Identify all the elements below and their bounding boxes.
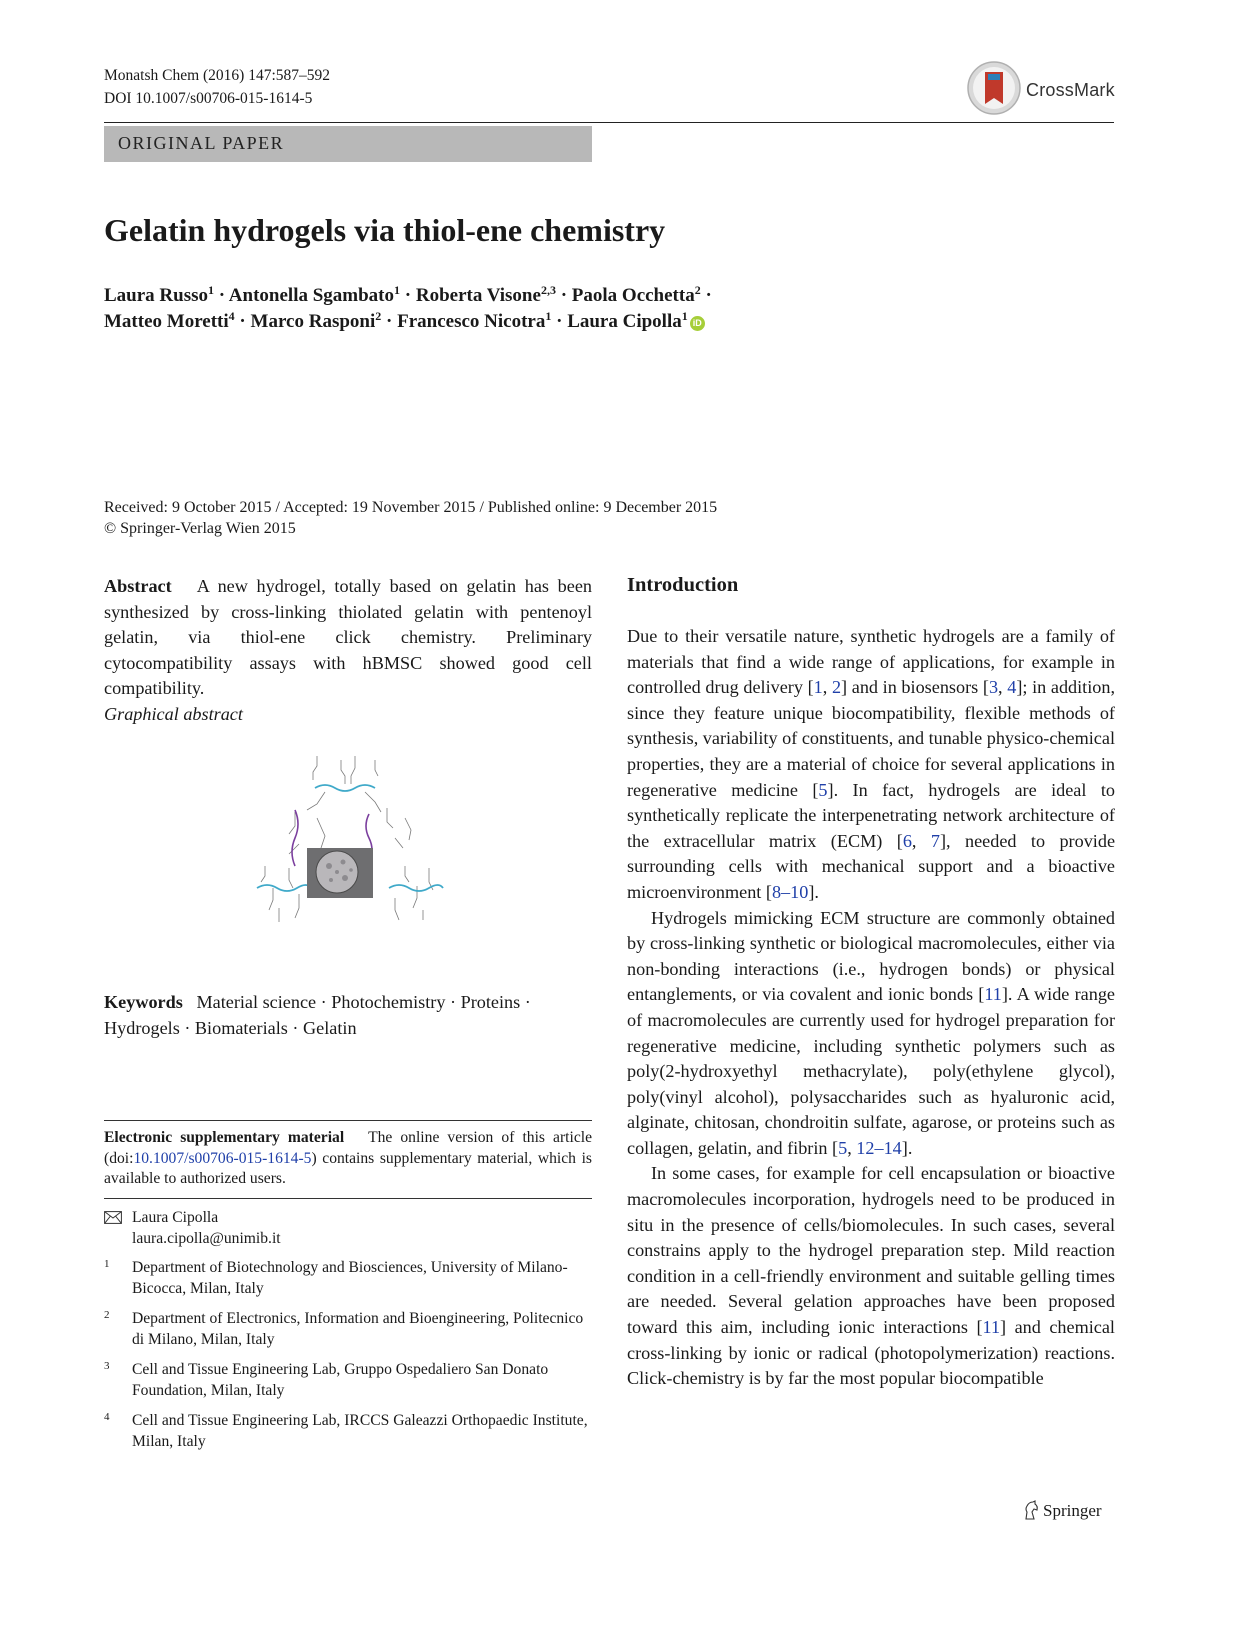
article-dates: [104, 497, 717, 539]
orcid-icon[interactable]: iD: [690, 316, 705, 331]
keywords-label: Keywords: [104, 992, 183, 1012]
footnote-rule: [104, 1198, 592, 1199]
affiliation-text: Cell and Tissue Engineering Lab, IRCCS Galeazzi Orthopaedic Institute, Milan, Italy: [132, 1412, 588, 1450]
citation-link[interactable]: 5: [818, 779, 828, 800]
graphical-abstract-label: Graphical abstract: [104, 703, 243, 724]
author-name: Roberta Visone: [415, 285, 541, 306]
author-name: Laura Russo: [104, 285, 208, 306]
publisher-footer: [1022, 1500, 1102, 1521]
author-separator: ·: [551, 311, 568, 332]
author-list: [104, 283, 712, 335]
publisher-name: Springer: [1043, 1501, 1102, 1520]
esm-text-b: ) contains supplementary material, which is available to authorized users.: [104, 1149, 592, 1187]
correspondent-email[interactable]: laura.cipolla@unimib.it: [132, 1229, 281, 1247]
abstract: [104, 574, 592, 728]
author-name: Matteo Moretti: [104, 311, 229, 332]
history-dates: Received: 9 October 2015 / Accepted: 19 November 2015 / Published online: 9 December 2015: [104, 499, 718, 516]
affiliation-text: Department of Biotechnology and Biosciences, University of Milano-Bicocca, Milan, Italy: [132, 1259, 568, 1297]
crossmark-icon: [966, 60, 1022, 116]
author-separator: ·: [400, 285, 416, 306]
paper-title: Gelatin hydrogels via thiol-ene chemistry: [104, 212, 666, 248]
correspondent-name: Laura Cipolla: [132, 1209, 219, 1226]
abstract-label: Abstract: [104, 576, 172, 596]
author-affiliation-marker: 2: [375, 309, 382, 323]
citation-link[interactable]: 6: [902, 830, 912, 851]
affiliation-text: Cell and Tissue Engineering Lab, Gruppo Ospedaliero San Donato Foundation, Milan, Italy: [132, 1361, 549, 1399]
footnote-rule: [104, 1120, 592, 1121]
author-affiliation-marker: 2: [694, 283, 701, 297]
section-band: [104, 126, 592, 162]
supplementary-note: [104, 1128, 592, 1190]
copyright: © Springer-Verlag Wien 2015: [104, 520, 296, 537]
graphical-abstract-figure: [255, 748, 445, 938]
author-affiliation-marker: 2,3: [540, 283, 556, 297]
affiliation: [104, 1360, 592, 1402]
esm-text-a: The online version of this article (doi:: [104, 1129, 592, 1167]
affiliation-number: 1: [104, 1258, 110, 1270]
citation-link[interactable]: 12–14: [856, 1137, 902, 1158]
author-line: [104, 283, 712, 309]
keywords-list: Material science · Photochemistry · Proteins · Hydrogels · Biomaterials · Gelatin: [104, 992, 531, 1038]
author-separator: ·: [700, 285, 712, 306]
esm-label: Electronic supplementary material: [104, 1129, 345, 1146]
crossmark-label: CrossMark: [1026, 80, 1115, 100]
author-name: Marco Rasponi: [250, 311, 376, 332]
citation-link[interactable]: 7: [930, 830, 940, 851]
springer-horse-icon: [1022, 1500, 1040, 1520]
author-separator: ·: [234, 311, 251, 332]
section-band-label: ORIGINAL PAPER: [118, 133, 285, 153]
author-separator: ·: [214, 285, 229, 306]
citation-link[interactable]: 11: [982, 1317, 1001, 1338]
introduction-heading: Introduction: [627, 574, 739, 596]
abstract-text: A new hydrogel, totally based on gelatin has been synthesized by cross-linking thiolated gelatin with pentenoyl gelatin, via thiol-ene click chemistry. Preliminary cytocompatibility assays with hBMSC showed good cell compatibility.: [104, 576, 592, 699]
author-name: Paola Occhetta: [571, 285, 695, 306]
author-name: Antonella Sgambato: [228, 285, 395, 306]
author-affiliation-marker: 1: [545, 309, 552, 323]
introduction-body: [627, 624, 1115, 1392]
esm-doi-link[interactable]: 10.1007/s00706-015-1614-5: [133, 1149, 312, 1167]
journal-citation: Monatsh Chem (2016) 147:587–592: [104, 67, 331, 84]
author-separator: ·: [555, 285, 572, 306]
affiliation-text: Department of Electronics, Information and Bioengineering, Politecnico di Milano, Milan, Italy: [132, 1310, 584, 1348]
author-affiliation-marker: 1: [208, 283, 214, 297]
affiliation: [104, 1309, 592, 1351]
affiliation-number: 2: [104, 1309, 110, 1321]
journal-doi: DOI 10.1007/s00706-015-1614-5: [104, 90, 313, 107]
author-name: Francesco Nicotra: [397, 311, 546, 332]
affiliation: [104, 1258, 592, 1300]
citation-link[interactable]: 8–10: [771, 881, 809, 902]
paragraph: Hydrogels mimicking ECM structure are commonly obtained by cross-linking synthetic or biological macromolecules, either via non-bonding interactions (i.e., hydrogen bonds) or physical entanglements, or via covalent and ionic bonds [11]. A wide range of macromolecules are currently used for hydrogel preparation for regenerative medicine, including synthetic polymers such as poly(2-hydroxyethyl methacrylate), poly(ethylene glycol), poly(vinyl alcohol), polysaccharides such as hyaluronic acid, alginate, chitosan, chondroitin sulfate, agarose, or proteins such as collagen, gelatin, and fibrin [5, 12–14].: [627, 907, 1115, 1158]
paragraph: Due to their versatile nature, synthetic hydrogels are a family of materials that find a wide range of applications, for example in controlled drug delivery [1, 2] and in biosensors [3, 4]; in addition, since they feature unique biocompatibility, flexible methods of synthesis, variability of constituents, and tunable physico-chemical properties, they are a material of choice for several applications in regenerative medicine [5]. In fact, hydrogels are ideal to synthetically replicate the interpenetrating network architecture of the extracellular matrix (ECM) [6, 7], needed to provide surrounding cells with mechanical support and a bioactive microenvironment [8–10].: [627, 626, 1116, 902]
citation-link[interactable]: 2: [831, 677, 842, 698]
author-separator: ·: [381, 311, 398, 332]
author-line: [104, 309, 712, 335]
corresponding-author: [104, 1208, 592, 1250]
paragraph: In some cases, for example for cell encapsulation or bioactive macromolecules incorporation, hydrogels need to be produced in situ in the presence of cells/biomolecules. In such cases, several constrains apply to the hydrogel preparation step. Mild reaction condition in a cell-friendly environment and suitable gelling times are needed. Several gelation approaches have been proposed toward this aim, including ionic interactions [11] and chemical cross-linking by ionic or radical (photopolymerization) reactions. Click-chemistry is by far the most popular biocompatible: [627, 1163, 1115, 1389]
author-name: Laura Cipolla: [567, 311, 682, 332]
citation-link[interactable]: 11: [984, 984, 1002, 1005]
affiliation-number: 3: [104, 1360, 110, 1372]
envelope-icon: [104, 1211, 122, 1224]
crossmark-badge[interactable]: [966, 60, 1114, 120]
citation-link[interactable]: 3: [988, 677, 999, 698]
citation-link[interactable]: 4: [1007, 677, 1017, 698]
journal-header: [104, 64, 330, 110]
header-rule: [104, 122, 1114, 123]
author-affiliation-marker: 4: [228, 309, 235, 323]
author-affiliation-marker: 1: [394, 283, 401, 297]
affiliation: [104, 1411, 592, 1453]
keywords: [104, 990, 592, 1041]
author-affiliation-marker: 1: [681, 309, 688, 323]
affiliation-number: 4: [104, 1411, 110, 1423]
citation-link[interactable]: 1: [813, 677, 823, 698]
citation-link[interactable]: 5: [838, 1137, 848, 1158]
